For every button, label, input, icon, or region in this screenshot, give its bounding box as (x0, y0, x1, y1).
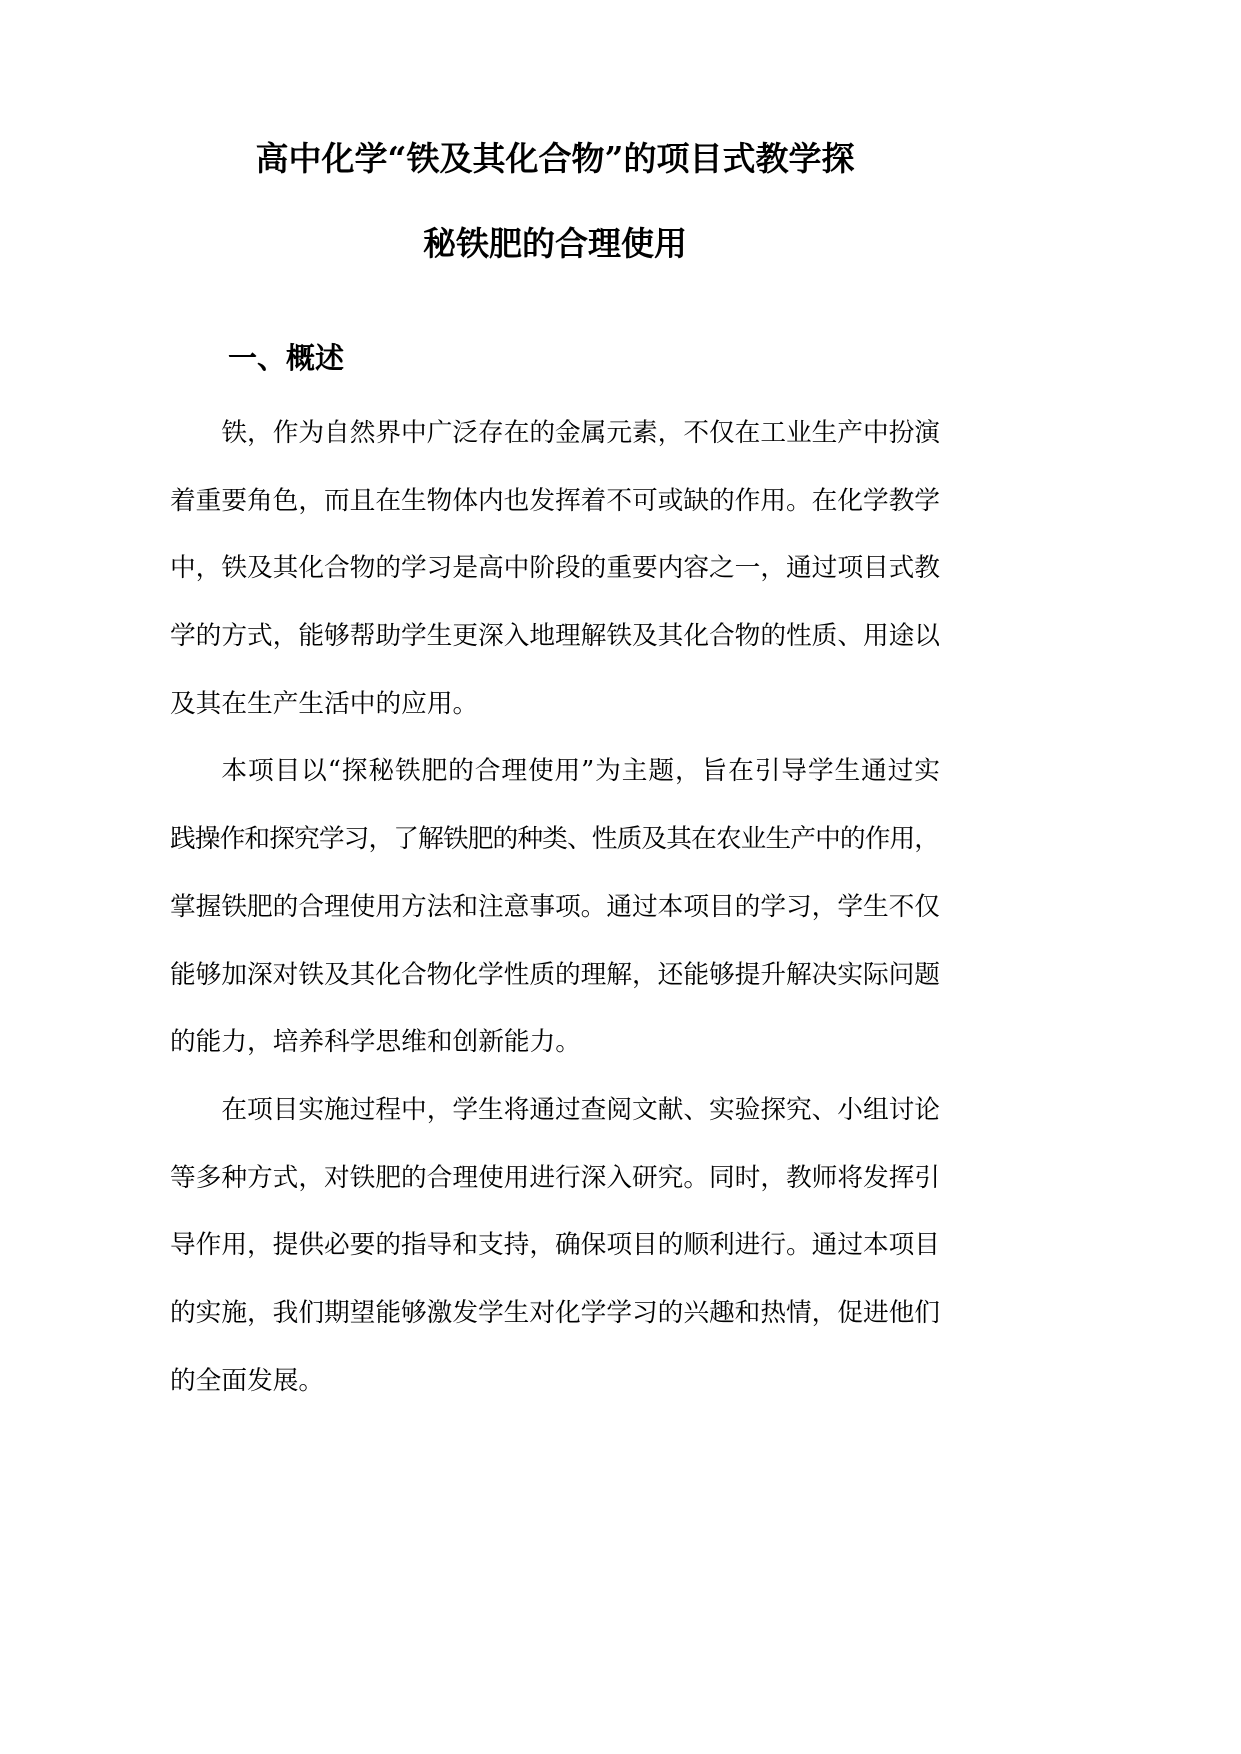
paragraph-line: 学的方式，能够帮助学生更深入地理解铁及其化合物的性质、用途以 (170, 621, 940, 652)
paragraph-line: 能够加深对铁及其化合物化学性质的理解，还能够提升解决实际问题 (170, 959, 940, 990)
paragraph-line: 的能力，培养科学思维和创新能力。 (170, 1027, 581, 1058)
paragraph-line: 及其在生产生活中的应用。 (170, 688, 479, 719)
paragraph-line: 的全面发展。 (170, 1365, 325, 1396)
section-heading: 一、概述 (228, 341, 345, 375)
title-line: 秘铁肥的合理使用 (423, 224, 687, 263)
paragraph-line: 本项目以“探秘铁肥的合理使用”为主题，旨在引导学生通过实 (221, 756, 941, 787)
paragraph-line: 掌握铁肥的合理使用方法和注意事项。通过本项目的学习，学生不仅 (170, 891, 940, 922)
paragraph-line: 的实施，我们期望能够激发学生对化学学习的兴趣和热情，促进他们 (170, 1297, 940, 1328)
paragraph-line: 铁，作为自然界中广泛存在的金属元素，不仅在工业生产中扮演 (221, 418, 940, 448)
document-title (170, 116, 940, 286)
document-body (170, 400, 940, 1415)
paragraph-line: 践操作和探究学习，了解铁肥的种类、性质及其在农业生产中的作用， (170, 824, 940, 855)
body-paragraph (170, 400, 940, 738)
paragraph-line: 在项目实施过程中，学生将通过查阅文献、实验探究、小组讨论 (221, 1094, 940, 1125)
body-paragraph (170, 1077, 940, 1415)
paragraph-line: 中，铁及其化合物的学习是高中阶段的重要内容之一，通过项目式教 (170, 553, 940, 584)
paragraph-line: 着重要角色，而且在生物体内也发挥着不可或缺的作用。在化学教学 (170, 485, 940, 516)
body-paragraph (170, 738, 940, 1076)
paragraph-line: 等多种方式，对铁肥的合理使用进行深入研究。同时，教师将发挥引 (170, 1162, 940, 1193)
paragraph-line: 导作用，提供必要的指导和支持，确保项目的顺利进行。通过本项目 (170, 1230, 940, 1261)
title-line: 高中化学“铁及其化合物”的项目式教学探 (255, 139, 855, 178)
